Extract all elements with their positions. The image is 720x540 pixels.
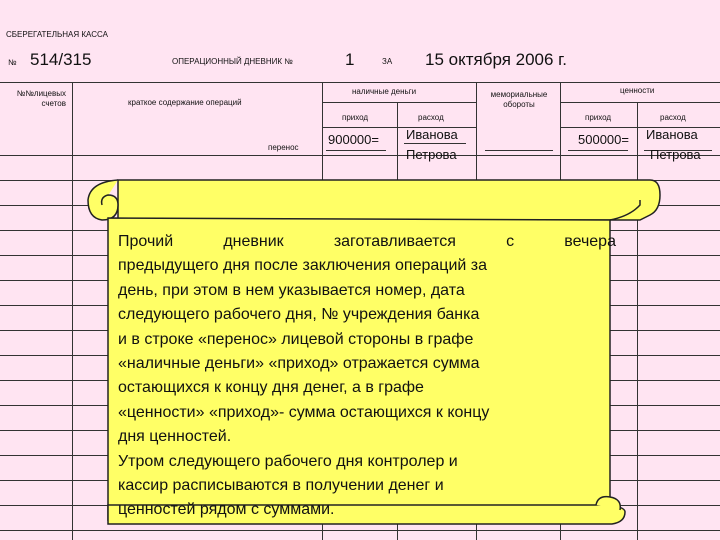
- col-accounts: №№лицевых счетов: [16, 89, 66, 108]
- cash-expense-sign-1: Иванова: [406, 127, 458, 142]
- scroll-line: день, при этом в нем указывается номер, дата: [118, 281, 465, 299]
- branch-number: 514/315: [30, 50, 92, 69]
- scroll-line: [118, 230, 616, 254]
- scroll-word: вечера: [564, 233, 616, 250]
- val-income-amount: 500000=: [578, 132, 629, 147]
- scroll-line: дня ценностей.: [118, 428, 232, 446]
- scroll-word: дневник: [223, 233, 284, 250]
- scroll-line: «ценности» «приход»- сумма остающихся к концу: [118, 403, 490, 421]
- scroll-text: [118, 230, 616, 523]
- date-prefix: ЗА: [382, 57, 393, 66]
- carryover-label: перенос: [268, 143, 299, 152]
- scroll-line: остающихся к концу дня денег, а в графе: [118, 379, 424, 397]
- val-expense-sign-1: Иванова: [646, 127, 698, 142]
- col-memorial: мемориальные обороты: [490, 90, 548, 109]
- scroll-line: предыдущего дня после заключения операций за: [118, 257, 488, 275]
- col-cash-income: приход: [342, 113, 369, 122]
- scroll-line: кассир расписываются в получении денег и: [118, 477, 444, 495]
- scroll-word: заготавливается: [333, 233, 456, 250]
- cash-expense-sign-2: Петрова: [406, 147, 457, 162]
- col-summary: краткое содержание операций: [128, 98, 242, 107]
- journal-label: ОПЕРАЦИОННЫЙ ДНЕВНИК №: [172, 57, 293, 66]
- scroll-line: следующего рабочего дня, № учреждения банка: [118, 306, 480, 324]
- number-label: №: [8, 58, 17, 67]
- col-valuables: ценности: [620, 86, 655, 95]
- val-expense-sign-2: Петрова: [650, 147, 701, 162]
- col-cash-expense: расход: [418, 113, 444, 122]
- scroll-line: «наличные деньги» «приход» отражается сумма: [118, 355, 480, 373]
- scroll-word: с: [506, 233, 515, 250]
- scroll-line: и в строке «перенос» лицевой стороны в графе: [118, 330, 474, 348]
- col-val-expense: расход: [660, 113, 686, 122]
- col-val-income: приход: [585, 113, 612, 122]
- scroll-word: Прочий: [118, 233, 174, 250]
- journal-date: 15 октября 2006 г.: [425, 50, 568, 69]
- org-title: СБЕРЕГАТЕЛЬНАЯ КАССА: [6, 30, 108, 39]
- journal-number: 1: [345, 50, 355, 69]
- col-cash: наличные деньги: [352, 87, 417, 96]
- scroll-line: ценностей рядом с суммами.: [118, 501, 335, 519]
- cash-income-amount: 900000=: [328, 132, 379, 147]
- scroll-line: Утром следующего рабочего дня контролер и: [118, 452, 458, 470]
